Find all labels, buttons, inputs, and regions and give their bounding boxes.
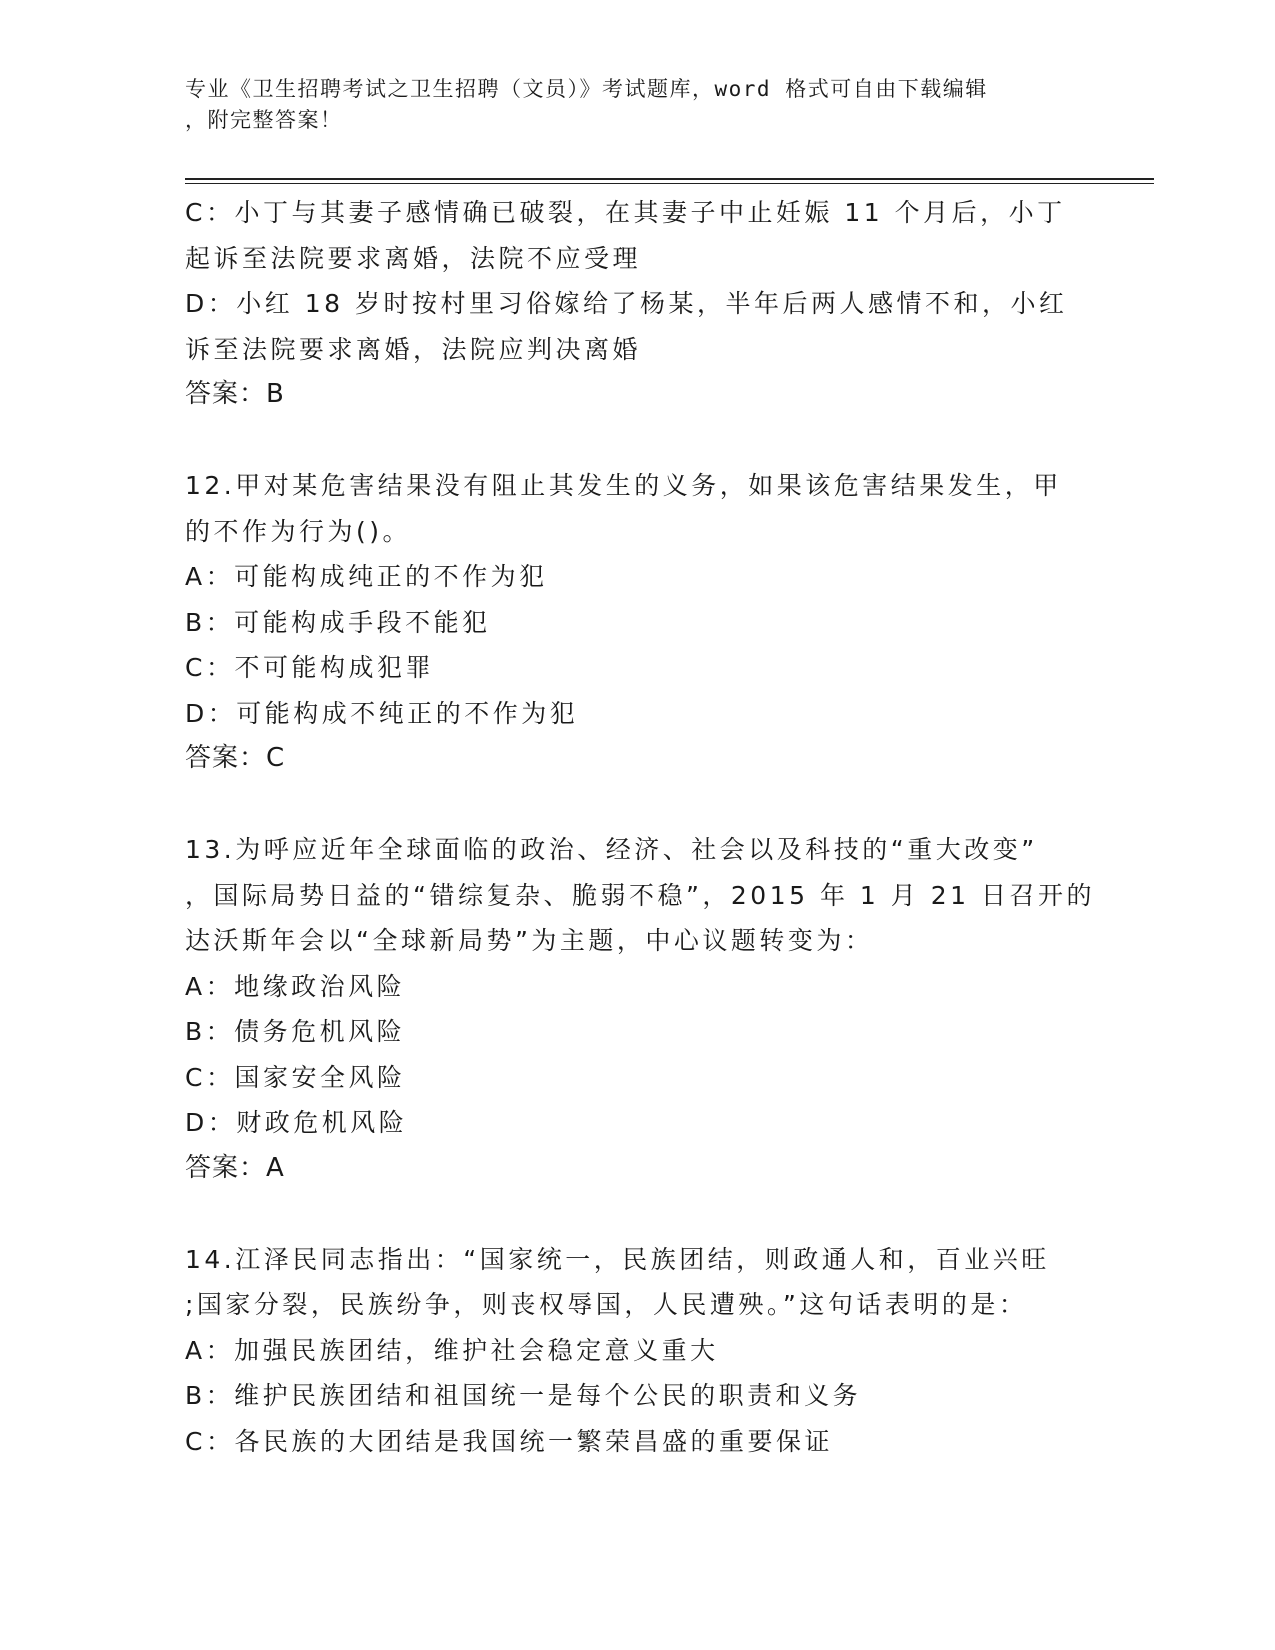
- spacer: [185, 1191, 1085, 1237]
- q13-option-a: A：地缘政治风险: [185, 971, 406, 1001]
- document-header: [185, 74, 1085, 136]
- q12-option-d: D：可能构成不纯正的不作为犯: [185, 698, 579, 728]
- q13-stem-line-3: 达沃斯年会以“全球新局势”为主题，中心议题转变为：: [185, 926, 874, 955]
- q11-option-d-line-2: 诉至法院要求离婚，法院应判决离婚: [185, 334, 642, 364]
- question-14: [185, 1237, 1085, 1465]
- spacer: [185, 418, 1085, 464]
- q12-option-b: B：可能构成手段不能犯: [185, 607, 491, 637]
- q13-answer: 答案：A: [185, 1152, 285, 1183]
- header-rule-thin: [185, 183, 1154, 184]
- question-12: [185, 463, 1085, 782]
- header-line-2: ，附完整答案！: [185, 108, 343, 132]
- q11-option-c-line-2: 起诉至法院要求离婚，法院不应受理: [185, 243, 642, 273]
- q14-option-b: B：维护民族团结和祖国统一是每个公民的职责和义务: [185, 1381, 862, 1410]
- q14-stem-line-2: ;国家分裂，民族纷争，则丧权辱国，人民遭殃。”这句话表明的是：: [185, 1290, 1028, 1319]
- q14-option-a: A：加强民族团结，维护社会稳定意义重大: [185, 1335, 719, 1365]
- q13-stem-line-1: 13.为呼应近年全球面临的政治、经济、社会以及科技的“重大改变”: [185, 835, 1038, 864]
- q12-stem-line-2: 的不作为行为()。: [185, 516, 412, 546]
- question-11: [185, 190, 1085, 418]
- spacer: [185, 782, 1085, 828]
- q12-option-c: C：不可能构成犯罪: [185, 653, 434, 682]
- q13-option-c: C：国家安全风险: [185, 1062, 406, 1092]
- q12-option-a: A：可能构成纯正的不作为犯: [185, 562, 548, 591]
- q12-stem-line-1: 12.甲对某危害结果没有阻止其发生的义务，如果该危害结果发生，甲: [185, 471, 1062, 500]
- q14-option-c: C：各民族的大团结是我国统一繁荣昌盛的重要保证: [185, 1426, 833, 1456]
- q11-answer: 答案：B: [185, 379, 285, 409]
- header-line-1: 专业《卫生招聘考试之卫生招聘（文员）》考试题库，word 格式可自由下载编辑: [185, 77, 988, 101]
- header-rule-thick: [185, 178, 1154, 180]
- q13-stem-line-2: ，国际局势日益的“错综复杂、脆弱不稳”，2015 年 1 月 21 日召开的: [185, 880, 1095, 910]
- document-body: [185, 190, 1095, 1464]
- q13-option-b: B：债务危机风险: [185, 1017, 406, 1046]
- q14-stem-line-1: 14.江泽民同志指出：“国家统一，民族团结，则政通人和，百业兴旺: [185, 1244, 1050, 1274]
- question-13: [185, 827, 1095, 1191]
- q12-answer: 答案：C: [185, 743, 286, 773]
- q11-option-d-line-1: D：小红 18 岁时按村里习俗嫁给了杨某，半年后两人感情不和，小红: [185, 289, 1068, 318]
- q11-option-c-line-1: C：小丁与其妻子感情确已破裂，在其妻子中止妊娠 11 个月后，小丁: [185, 198, 1066, 227]
- q13-option-d: D：财政危机风险: [185, 1108, 408, 1137]
